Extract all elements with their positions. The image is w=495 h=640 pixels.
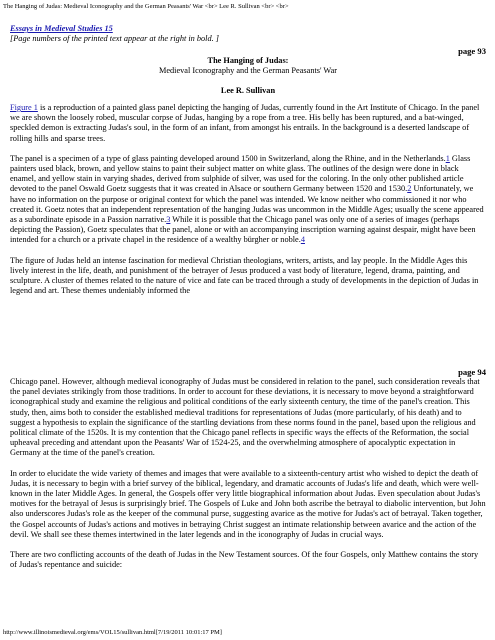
browser-print-header: The Hanging of Judas: Medieval Iconography and the German Peasants' War <br> Lee R. Sullivan <br> <br>: [3, 3, 289, 10]
paragraph-3: The figure of Judas held an intense fascination for medieval Christian theologians, writers, artists, and lay people. In the Middle Ages this lively interest in the life, death, and punishment of the betrayer of Jesus produced a vast body of literature, legend, drama, painting, and sculpture. A cluster of themes related to the nature of vice and fate can be traced through a study of developments in the depiction of Judas in legend and art. These themes undeniably informed the: [10, 255, 479, 296]
journal-link[interactable]: Essays in Medieval Studies 15: [10, 24, 113, 33]
footnote-4-link[interactable]: 4: [300, 235, 305, 245]
page-marker-94: page 94: [458, 367, 486, 377]
footnote-3-link[interactable]: 3: [166, 215, 171, 225]
article-author: Lee R. Sullivan: [220, 86, 276, 96]
paragraph-5: In order to elucidate the wide variety of themes and images that were available to a sixteenth-century artist who wished to depict the death of Judas, it is necessary to begin with a brief survey of the biblical, legendary, and dramatic accounts of Judas's life and death, which were well-known in the later Middle Ages. In general, the Gospels offer very little biographical information about Judas. Even speculation about Judas's motives for the betrayal of Jesus is surprisingly brief. The Gospels of Luke and John both ascribe the betrayal to diabolic intervention, but John also underscores Judas's role as the keeper of the communal purse, suggesting avarice as the motive for Judas's act of betrayal. Taken together, the Gospel accounts of Judas's actions and motives in betraying Christ suggest an intimate relationship between avarice and the action of the devil. We shall see these themes intertwined in the later legends and in the iconography of Judas in crucial ways.: [10, 468, 486, 539]
article-title-line1: The Hanging of Judas:: [207, 56, 289, 65]
figure-1-link[interactable]: Figure 1: [10, 103, 38, 112]
paragraph-4: Chicago panel. However, although medieval iconography of Judas must be considered in relation to the panel, such consideration reveals that the panel deviates strikingly from those traditions. In order to account for these deviations, it is necessary to move beyond a straightforward iconographical study and examine the religious and political conditions of the early sixteenth century, the time of the panel's creation. This study, then, aims both to consider the established medieval traditions for representations of Judas (more particularly, of his death) and to suggest a hypothesis to explain the significance of the startling deviations from these norms found in the panel, based upon the religious and political climate of the 1520s. It is my contention that the Chicago panel reflects in specific ways the effects of the Reformation, the social upheaval preceding and attendant upon the Peasants' War of 1524-25, and the overwhelming atmosphere of apocalyptic expectation in Germany at the time of the panel's creation.: [10, 377, 480, 458]
paragraph-1: Figure 1 is a reproduction of a painted glass panel depicting the hanging of Judas, currently found in the Art Institute of Chicago. In the panel we are shown the loosely robed, muscular corpse of Judas, hanging by a rope from a tree. His belly has been ruptured, and a bat-winged, speckled demon is extracting Judas's soul, in the form of an infant, from amongst his entrails. In the background is a deserted landscape of rolling hills and sparse trees.: [10, 103, 480, 143]
page-number-note: [Page numbers of the printed text appear at the right in bold. ]: [10, 34, 220, 44]
article-title-line2: Medieval Iconography and the German Peasants' War: [158, 66, 338, 76]
footnote-2-link[interactable]: 2: [407, 184, 412, 194]
footnote-1-link[interactable]: 1: [445, 153, 450, 163]
page-marker-93: page 93: [458, 46, 486, 56]
paragraph-6: There are two conflicting accounts of the death of Judas in the New Testament sources. Of the four Gospels, only Matthew contains the story of Judas's repentance and suicide:: [10, 550, 479, 570]
browser-print-footer-url: http://www.illinoismedieval.org/ems/VOL15/sullivan.html[7/19/2011 10:01:17 PM]: [3, 629, 222, 636]
paragraph-2: The panel is a specimen of a type of glass painting developed around 1500 in Switzerland, along the Rhine, and in the Netherlands.1 Glass painters used black, brown, and yellow stains to paint their subject matter on white glass. The outlines of the design were done in black enamel, and yellow stain in varying shades, derived from sulphide of silver, was used for the coloring. In the only other published article devoted to the panel Oswald Goetz suggests that it was created in Alsace or southern Germany between 1520 and 1530.2 Unfortunately, we have no information on the purpose or original context for which the panel was intended. We know neither who commissioned it nor who created it. Goetz notes that an independent representation of the hanging Judas was uncommon in the Middle Ages; usually the scene appeared as a subordinate episode in a Passion narrative.3 While it is possible that the Chicago panel was only one of a series of images (perhaps depicting the Passion), Goetz speculates that the panel, alone or with an accompanying inscription warning against despair, might have been intended for a church or a private chapel in the residence of a wealthy bürgher or noble.4: [10, 153, 484, 245]
